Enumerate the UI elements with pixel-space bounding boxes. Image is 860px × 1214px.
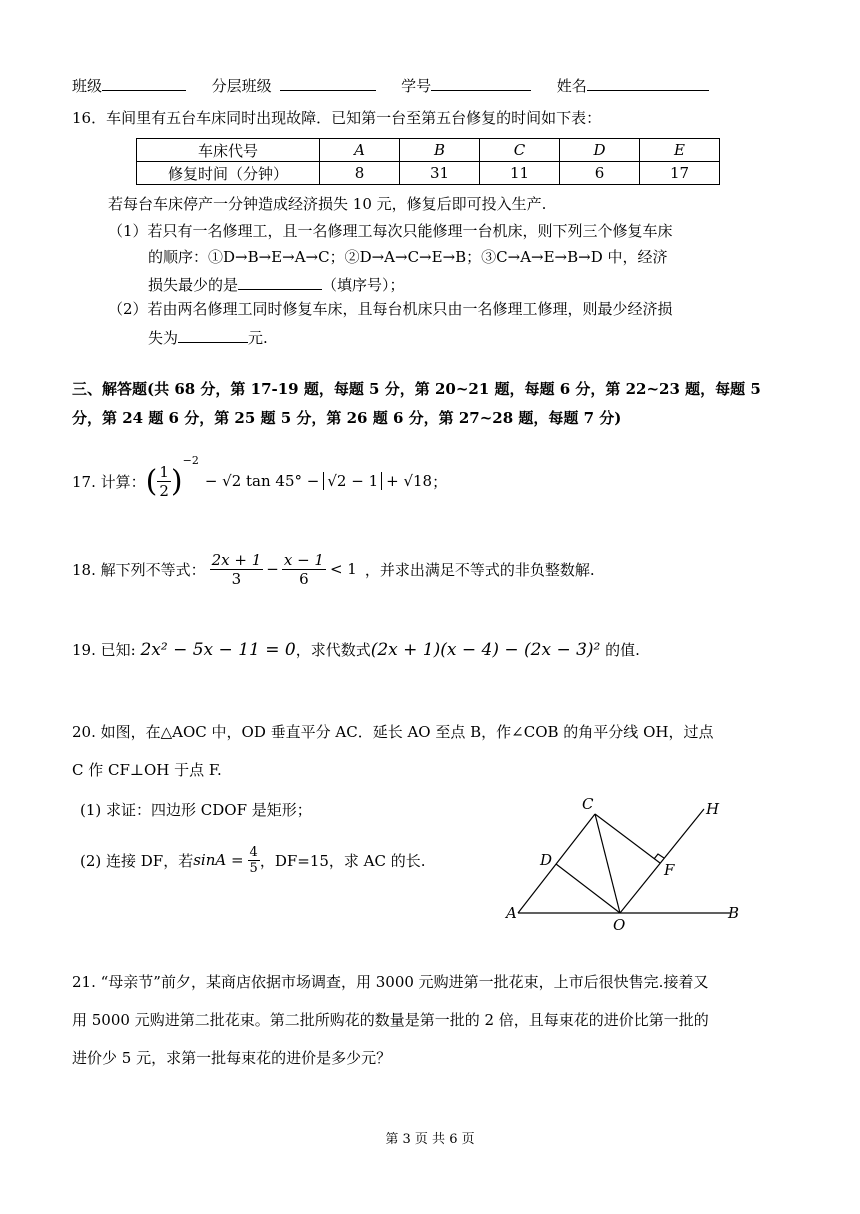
- table-cell: 11: [480, 162, 560, 185]
- label-A: A: [506, 904, 517, 922]
- q16-part2-line2: [148, 326, 268, 348]
- section3-heading-line2: 分，第 24 题 6 分，第 25 题 5 分，第 26 题 6 分，第 27~28 题，每题 7 分): [72, 409, 622, 427]
- q20-part2-suffix: ，DF=15，求 AC 的长.: [259, 851, 426, 870]
- q18: [72, 544, 595, 594]
- q16-part1-line2: 的顺序：①D→B→E→A→C；②D→A→C→E→B；③C→A→E→B→D 中，经济: [148, 248, 668, 266]
- q19-expression: (2x + 1)(x − 4) − (2x − 3)²: [370, 640, 601, 660]
- q19-mid: ，求代数式: [295, 641, 371, 659]
- table-cell: E: [640, 139, 720, 162]
- q21-line2: 用 5000 元购进第二批花束。第二批所购花的数量是第一批的 2 倍，且每束花的进价比第一批的: [72, 1011, 709, 1029]
- class-label: 班级: [72, 77, 103, 95]
- table-header-time: 修复时间（分钟）: [137, 162, 320, 185]
- label-O: O: [613, 916, 626, 934]
- q20-sin-expression: sinA =: [193, 851, 244, 869]
- q20-part1: (1) 求证：四边形 CDOF 是矩形；: [80, 801, 312, 819]
- q20-sin-num: 4: [249, 844, 258, 860]
- q18-frac1-den: 3: [231, 569, 242, 588]
- q17-end: ；: [432, 472, 448, 491]
- q18-fraction-1: [210, 551, 264, 588]
- q18-label: 18. 解下列不等式：: [72, 560, 206, 579]
- label-H: H: [706, 800, 720, 818]
- q17-term2: − √2 tan 45° −: [204, 472, 320, 490]
- q20-part2: [80, 842, 426, 878]
- label-D: D: [540, 851, 553, 869]
- left-paren: (: [145, 463, 158, 499]
- label-B: B: [728, 904, 740, 922]
- q16-intro: 16．车间里有五台车床同时出现故障．已知第一台至第五台修复的时间如下表：: [72, 109, 602, 127]
- table-cell: 6: [560, 162, 640, 185]
- q19-tail: 的值.: [605, 641, 640, 659]
- repair-time-table: [136, 138, 720, 185]
- q16-part2-prompt: 失为: [148, 329, 179, 347]
- q19: [72, 640, 640, 660]
- q19-label: 19. 已知:: [72, 641, 136, 659]
- q21-line1: 21. “母亲节”前夕，某商店依据市场调查，用 3000 元购进第一批花束，上市后很快售完.接着又: [72, 973, 709, 991]
- section3-heading-line1: 三、解答题(共 68 分，第 17-19 题，每题 5 分，第 20~21 题，每题 6 分，第 22~23 题，每题 5: [72, 380, 761, 398]
- q18-minus: −: [266, 560, 279, 578]
- q17-abs-inner: √2 − 1: [327, 472, 379, 490]
- q16-part1-prompt: 损失最少的是: [148, 276, 239, 294]
- q16-part2-suffix: 元.: [248, 329, 268, 347]
- q17-absolute-value: [323, 472, 382, 490]
- q17-frac-num: 1: [159, 462, 169, 481]
- name-blank[interactable]: [587, 74, 709, 91]
- label-C: C: [582, 795, 594, 813]
- student-id-blank[interactable]: [431, 74, 531, 91]
- q16-answer-blank-1[interactable]: [238, 273, 322, 290]
- geometry-figure: [496, 792, 756, 942]
- table-header-code: 车床代号: [137, 139, 320, 162]
- q17-fraction: [157, 463, 171, 500]
- q18-frac2-num: x − 1: [283, 550, 324, 569]
- q20-sin-fraction: [248, 845, 260, 876]
- name-label: 姓名: [556, 77, 587, 95]
- table-cell: 17: [640, 162, 720, 185]
- right-angle-mark: [654, 854, 664, 859]
- line-OH: [620, 809, 704, 913]
- label-F: F: [664, 861, 675, 879]
- q20-line1: 20. 如图，在△AOC 中，OD 垂直平分 AC．延长 AO 至点 B，作∠COB 的角平分线 OH，过点: [72, 723, 714, 741]
- right-paren: ): [170, 463, 183, 499]
- line-CO: [595, 814, 620, 913]
- table-cell: B: [400, 139, 480, 162]
- line-DO: [556, 864, 620, 913]
- q18-fraction-2: [282, 551, 326, 588]
- q19-equation: 2x² − 5x − 11 = 0: [140, 640, 296, 660]
- q17: [72, 456, 447, 506]
- line-CF: [595, 814, 660, 863]
- q17-frac-den: 2: [159, 481, 169, 500]
- q16-loss-note: 若每台车床停产一分钟造成经济损失 10 元，修复后即可投入生产.: [108, 195, 547, 213]
- student-info-header: [72, 74, 709, 96]
- line-AC: [518, 814, 595, 913]
- q17-label: 17. 计算：: [72, 472, 146, 491]
- q18-frac1-num: 2x + 1: [211, 550, 262, 569]
- q20-part2-prefix: (2) 连接 DF，若: [80, 851, 194, 870]
- q16-answer-blank-2[interactable]: [178, 326, 248, 343]
- class-blank[interactable]: [102, 74, 186, 91]
- q20-line2: C 作 CF⊥OH 于点 F.: [72, 761, 222, 779]
- q17-term3: + √18: [386, 472, 433, 490]
- q16-part2-line1: （2）若由两名修理工同时修复车床，且每台机床只由一名修理工修理，则最少经济损: [108, 300, 673, 318]
- student-id-label: 学号: [401, 77, 432, 95]
- table-row: [137, 162, 720, 185]
- table-row: [137, 139, 720, 162]
- q16-part1-line3: [148, 273, 405, 295]
- layer-class-blank[interactable]: [280, 74, 376, 91]
- layer-class-label: 分层班级: [211, 77, 272, 95]
- q18-tail: ，并求出满足不等式的非负整数解.: [364, 560, 595, 579]
- table-cell: C: [480, 139, 560, 162]
- q20-sin-den: 5: [249, 860, 258, 876]
- table-cell: 8: [320, 162, 400, 185]
- q18-rhs: < 1: [329, 560, 357, 578]
- q21-line3: 进价少 5 元，求第一批每束花的进价是多少元？: [72, 1049, 392, 1067]
- table-cell: A: [320, 139, 400, 162]
- table-cell: D: [560, 139, 640, 162]
- q18-frac2-den: 6: [299, 569, 309, 588]
- q16-part1-line1: （1）若只有一名修理工，且一名修理工每次只能修理一台机床，则下列三个修复车床: [108, 222, 673, 240]
- q17-exponent: −2: [182, 454, 199, 467]
- table-cell: 31: [400, 162, 480, 185]
- q16-part1-suffix: （填序号）；: [322, 276, 405, 294]
- page-footer: 第 3 页 共 6 页: [385, 1132, 475, 1147]
